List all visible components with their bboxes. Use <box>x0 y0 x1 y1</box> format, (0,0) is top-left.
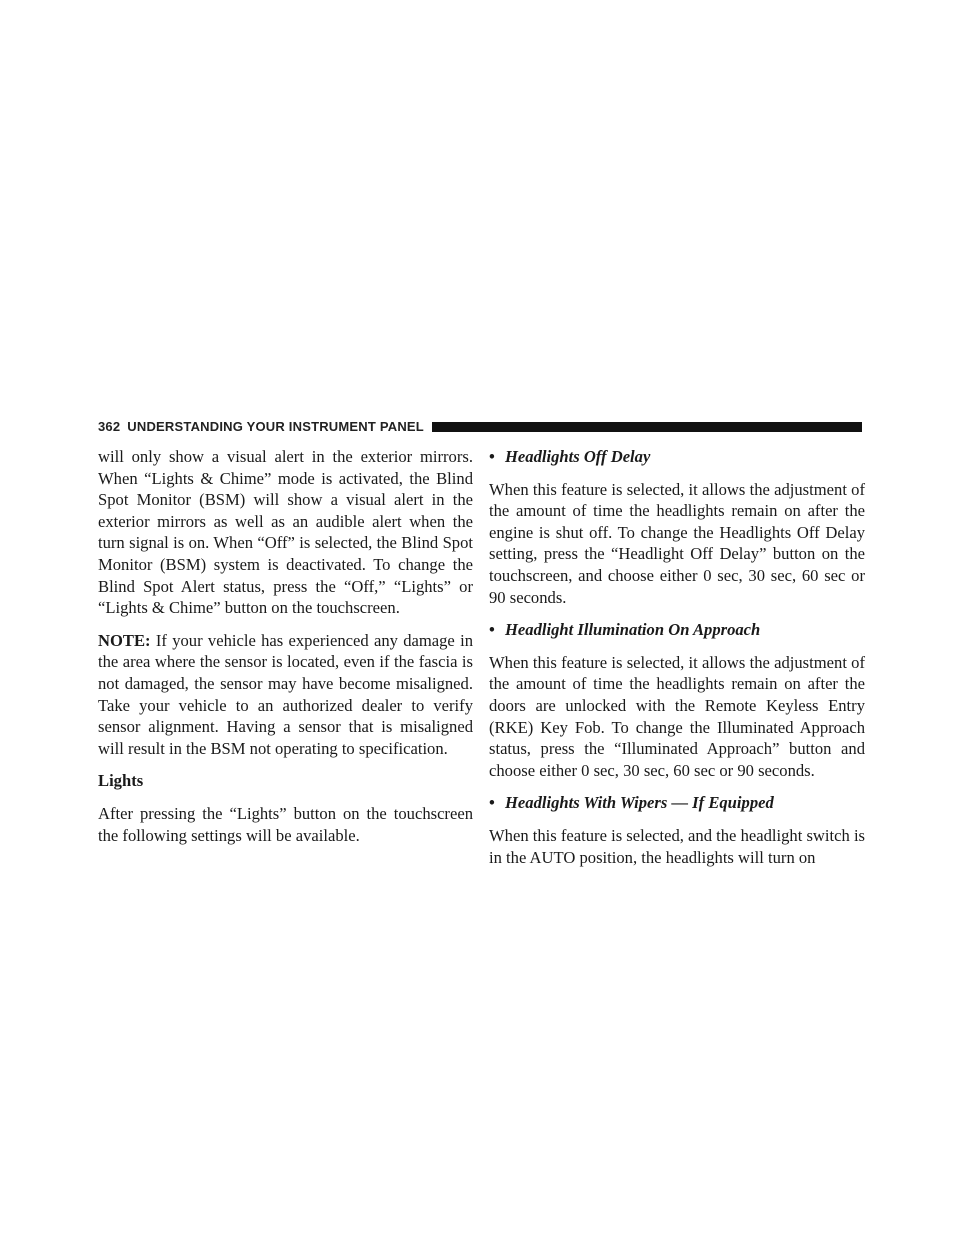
headlights-off-delay-paragraph: When this feature is selected, it allows the adjustment of the amount of time the headlights remain on after the engine is shut off. To change the Headlights Off Delay setting, press the “Headlight Off Delay” button on the touchscreen, and choose either 0 sec, 30 sec, 60 sec or 90 seconds. <box>489 479 865 607</box>
section-title: UNDERSTANDING YOUR INSTRUMENT PANEL <box>127 418 424 434</box>
page-number: 362 <box>98 418 121 434</box>
bullet-icon: • <box>489 793 495 813</box>
lights-paragraph: After pressing the “Lights” button on the touchscreen the following settings will be available. <box>98 803 473 845</box>
bullet-heading-text: Headlights Off Delay <box>505 447 651 466</box>
page-header <box>98 416 862 436</box>
bullet-heading-headlights-with-wipers <box>489 792 865 814</box>
right-column <box>489 446 865 879</box>
bullet-heading-text: Headlight Illumination On Approach <box>505 620 761 640</box>
left-column <box>98 446 473 857</box>
bullet-heading-illumination-on-approach <box>489 619 865 641</box>
note-label: NOTE: <box>98 630 151 650</box>
lights-heading: Lights <box>98 771 144 791</box>
note-text: If your vehicle has experienced any damage in the area where the sensor is located, even if the fascia is not damaged, the sensor may have become misaligned. Take your vehicle to an authorized dealer to verify sensor alignment. Having a sensor that is misaligned will result in the BSM not operating to specification. <box>98 630 473 758</box>
bullet-icon: • <box>489 447 495 466</box>
bullet-heading-text: Headlights With Wipers — If Equipped <box>505 793 774 813</box>
bullet-heading-headlights-off-delay <box>489 446 865 468</box>
bullet-icon: • <box>489 620 495 640</box>
blind-spot-paragraph: will only show a visual alert in the exterior mirrors. When “Lights & Chime” mode is activated, the Blind Spot Monitor (BSM) will show a visual alert in the exterior mirrors as well as an audible alert when the turn signal is on. When “Off” is selected, the Blind Spot Monitor (BSM) system is deactivated. To change the Blind Spot Alert status, press the “Off,” “Lights” or “Lights & Chime” button on the touchscreen. <box>98 447 473 618</box>
illumination-on-approach-paragraph: When this feature is selected, it allows the adjustment of the amount of time the headlights remain on after the doors are unlocked with the Remote Keyless Entry (RKE) Key Fob. To change the Illuminated Approach status, press the “Illuminated Approach” button and choose either 0 sec, 30 sec, 60 sec or 90 seconds. <box>489 652 865 780</box>
headlights-with-wipers-paragraph: When this feature is selected, and the headlight switch is in the AUTO position, the headlights will turn on <box>489 825 866 867</box>
header-rule-bar <box>432 422 862 432</box>
note-paragraph <box>98 630 473 760</box>
